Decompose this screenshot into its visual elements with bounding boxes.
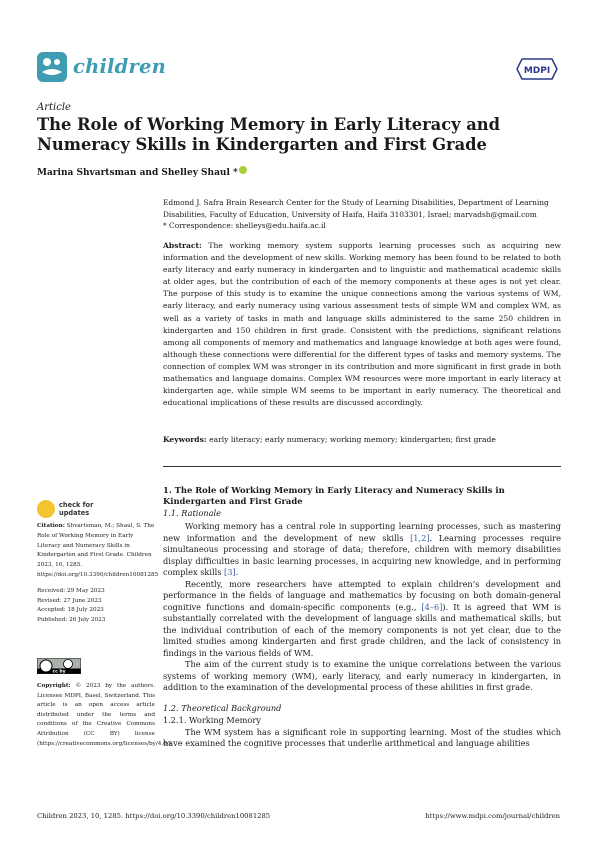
authors-text: Marina Shvartsman and Shelley Shaul * — [37, 168, 238, 178]
abstract-label: Abstract: — [163, 241, 202, 250]
check-updates-icon — [37, 500, 55, 518]
revised-date: Revised: 27 June 2023 — [37, 597, 102, 604]
section-heading: 1. The Role of Working Memory in Early Literacy and Numeracy Skills in Kindergarten and First Grade — [163, 485, 505, 506]
article-type: Article — [37, 102, 71, 113]
check-updates-label: check for updates — [59, 501, 94, 517]
copyright-notice — [37, 682, 173, 749]
check-for-updates-button[interactable] — [37, 500, 122, 520]
affiliation-block — [163, 197, 563, 232]
copyright-label: Copyright: — [37, 683, 71, 689]
keywords-label: Keywords: — [163, 435, 207, 444]
accepted-date: Accepted: 18 July 2023 — [37, 607, 104, 614]
cc-by-text: cc by — [52, 669, 66, 674]
journal-logo-icon — [37, 52, 67, 82]
abstract-text: The working memory system supports learning processes such as acquiring new information and the development of new skills. Working memory has been found to be related to both early literacy and early numeracy in kindergarten and to linguistic and mathematical academic skills at older ages, but the contribution of each of the memory components at these ages is not yet clear. The purpose of this study is to examine the unique connections among the various systems of WM, early literacy, and early numeracy using various assessment tests of simple WM and complex WM, as well as a variety of tasks in math and language skills administered to the same 250 children in kindergarten and 150 children in first grade. Consistent with the predictions, significant relations among all components of memory and mathematics and language knowledge at both ages were found, although these connections were differential for the different types of tasks and memory systems. The connection of complex WM was stronger in its contribution and more significant in first grade in both mathematics and language domains. Complex WM resources were more important in early literacy at kindergarten age, while simple WM seems to be important in early numeracy. The theoretical and educational implications of these results are discussed accordingly. — [163, 241, 561, 408]
correspondence: * Correspondence: shelleys@edu.haifa.ac.il — [163, 221, 326, 230]
author-list — [37, 166, 247, 178]
copyright-text: © 2023 by the authors. Licensee MDPI, Basel, Switzerland. This article is an open access article distributed under the terms and conditions of the Creative Commons Attribution (CC BY) license (https://creativecommons.org/licenses/by/4.0/). — [37, 683, 173, 747]
paragraph: The aim of the current study is to examine the unique correlations between the various systems of working memory (WM), early literacy, and early numeracy in kindergarten, in addition to the examination of the developmental process of these abilities in first grade. — [163, 659, 561, 692]
paragraph: Recently, more researchers have attempted to explain children’s development and performance in the fields of language and mathematics by focusing on both domain-general cognitive functions and domain-specific components (e.g., [4–6]). It is agreed that WM is substantially correlated with the development of language skills and mathematical skills, but the individual contribution of each of the memory components is not yet clear, due to the limited studies among kindergarten and first grade children, and the lack of consistency in findings in the various fields of WM. — [163, 578, 561, 658]
section-body — [163, 508, 561, 750]
paragraph: The WM system has a significant role in supporting learning. Most of the studies which have examined the cognitive processes that underlie arithmetical and language abilities — [163, 726, 561, 748]
subsection-working-memory: 1.2.1. Working Memory — [163, 714, 261, 725]
citation-link[interactable]: [4–6] — [421, 601, 443, 612]
citation-sidebar — [37, 522, 159, 626]
mdpi-logo-text: MDPI — [523, 66, 551, 76]
footer-journal-url[interactable]: https://www.mdpi.com/journal/children — [425, 812, 560, 820]
mdpi-logo-icon — [516, 58, 558, 80]
keywords — [163, 435, 561, 444]
citation-label: Citation: — [37, 523, 65, 529]
published-date: Published: 26 July 2023 — [37, 617, 106, 624]
citation-text: Shvartsman, M.; Shaul, S. The Role of Working Memory in Early Literacy and Numeracy Skills in Kindergarten and First Grade. Children 2023, 10, 1285. https://doi.org/10.3390/children10081285 — [37, 523, 159, 578]
keywords-text: early literacy; early numeracy; working memory; kindergarten; first grade — [209, 435, 496, 444]
orcid-icon[interactable] — [239, 166, 247, 174]
subsection-theoretical-background: 1.2. Theoretical Background — [163, 702, 282, 713]
page-footer — [37, 812, 560, 820]
citation-link[interactable]: [1,2] — [410, 532, 430, 543]
divider — [163, 466, 561, 467]
paragraph: Working memory has a central role in supporting learning processes, such as mastering new information and the development of new skills [1,2]. Learning processes require simultaneous processing and storage of data; therefore, children with memory disabilities display difficulties in basic learning processes, in acquiring new knowledge, and in performing complex skills [3]. — [163, 521, 561, 577]
cc-by-license-icon[interactable] — [37, 658, 81, 674]
affiliation: Edmond J. Safra Brain Research Center for the Study of Learning Disabilities, Department of Learning Disabilities, Faculty of Education, University of Haifa, Haifa 3103301, Israel; marvadsh@gmail.com — [163, 198, 549, 219]
subsection-rationale: 1.1. Rationale — [163, 508, 221, 518]
article-title: The Role of Working Memory in Early Literacy and Numeracy Skills in Kindergarten and First Grade — [37, 115, 501, 154]
abstract — [163, 240, 561, 409]
footer-citation: Children 2023, 10, 1285. https://doi.org/10.3390/children10081285 — [37, 812, 271, 820]
journal-name: children — [73, 55, 166, 78]
received-date: Received: 29 May 2023 — [37, 587, 105, 594]
citation-link[interactable]: [3] — [224, 567, 236, 577]
